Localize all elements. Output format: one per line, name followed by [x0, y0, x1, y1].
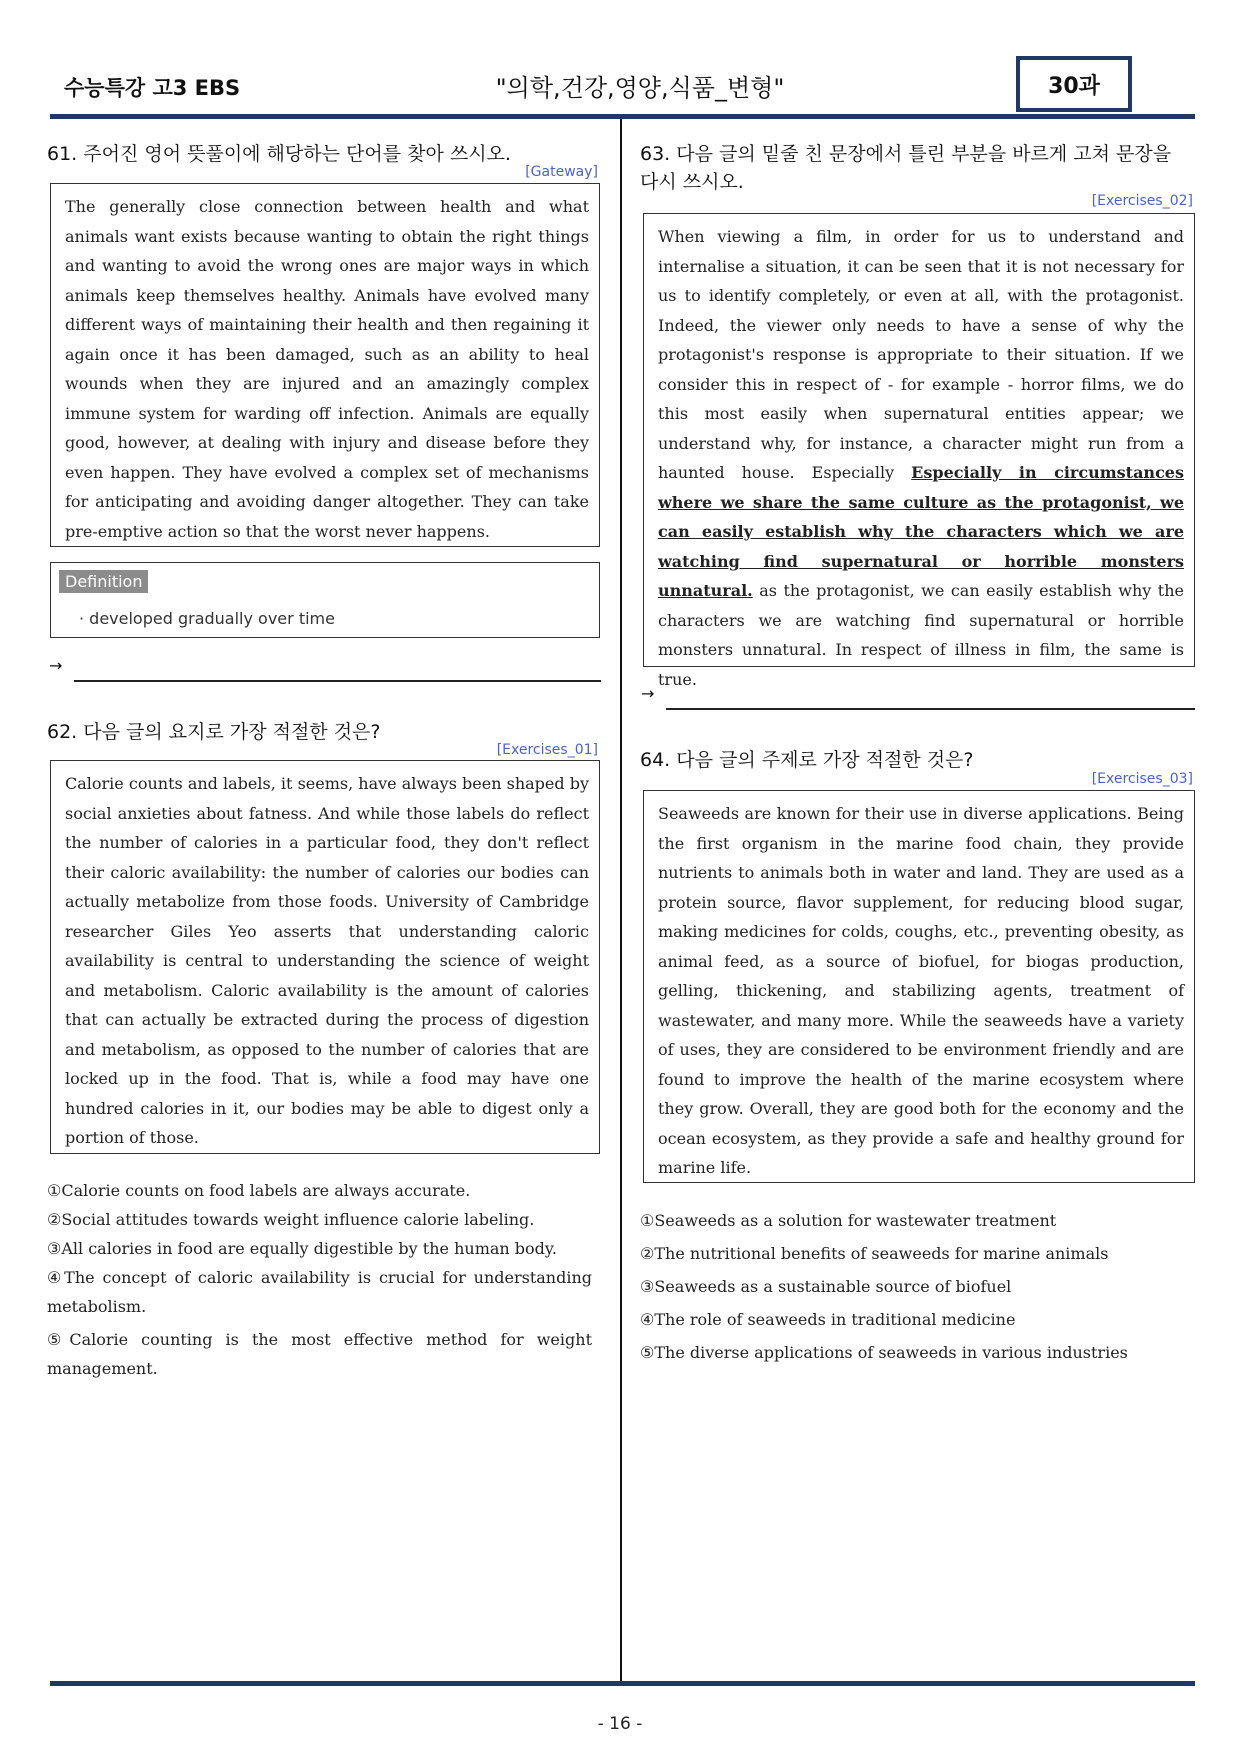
question-64-title: 64. 다음 글의 주제로 가장 적절한 것은?	[640, 749, 974, 771]
option-5[interactable]: ⑤Calorie counting is the most effective method for weight management.	[47, 1330, 592, 1378]
passage-text: The generally close connection between health and what animals want exists because wanting to obtain the right things and wanting to avoid the wrong ones are major ways in which animals keep themselves healthy. Animals have evolved many different ways of maintaining their health and then regaining it again once it has been damaged, such as an ability to heal wounds when they are injured and an amazingly complex immune system for warding off infection. Animals are equally good, however, at dealing with injury and disease before they even happen. They have evolved a complex set of mechanisms for anticipating and avoiding danger altogether. They can take pre-emptive action so that the worst never happens.	[65, 197, 589, 541]
passage-text: Calorie counts and labels, it seems, have always been shaped by social anxieties about fatness. And while those labels do reflect the number of calories in a particular food, they don't reflect their caloric availability: the number of calories our bodies can actually metabolize from those foods. University of Cambridge researcher Giles Yeo asserts that understanding caloric availability is central to understanding the science of weight and metabolism. Caloric availability is the amount of calories that can actually be extracted during the process of digestion and metabolism, as opposed to the number of calories that are locked up in the food. That is, while a food may have one hundred calories in it, our bodies may be able to digest only a portion of those.	[65, 774, 589, 1147]
option-2[interactable]: ②The nutritional benefits of seaweeds for marine animals	[640, 1244, 1109, 1263]
question-62-options	[47, 1176, 592, 1383]
page-number: - 16 -	[597, 1714, 643, 1734]
question-61-title: 61. 주어진 영어 뜻풀이에 해당하는 단어를 찾아 쓰시오.	[47, 143, 511, 165]
question-63-passage	[643, 213, 1195, 689]
underlined-sentence: Especially in circumstances where we share the same culture as the protagonist, we can easily establish why the characters which we are watching find supernatural or horrible monsters unnatural.	[658, 463, 1184, 600]
passage-text-after: as the protagonist, we can easily establish why the characters we are watching find supernatural or horrible monsters unnatural. In respect of illness in film, the same is true.	[658, 581, 1184, 689]
definition-box	[50, 562, 600, 638]
option-3[interactable]: ③Seaweeds as a sustainable source of biofuel	[640, 1277, 1012, 1296]
footer-divider	[50, 1681, 1195, 1686]
option-5[interactable]: ⑤The diverse applications of seaweeds in various industries	[640, 1343, 1128, 1362]
option-1[interactable]: ①Seaweeds as a solution for wastewater treatment	[640, 1211, 1057, 1230]
question-61-passage	[50, 183, 600, 547]
passage-text: When viewing a film, in order for us to understand and internalise a situation, it can be seen that it is not necessary for us to identify completely, or even at all, with the protagonist. Indeed, the viewer only needs to have a sense of why the protagonist's response is appropriate to their situation. If we consider this in respect of - for example - horror films, we do this most easily when supernatural entities appear; we understand why, for instance, a character might run from a haunted house. Especially	[658, 227, 1184, 482]
header-divider	[50, 114, 1195, 119]
question-62-tag: [Exercises_01]	[496, 742, 598, 758]
answer-line[interactable]	[74, 680, 601, 682]
question-64-options	[640, 1206, 1190, 1367]
definition-label: Definition	[59, 570, 148, 593]
option-3[interactable]: ③All calories in food are equally digestible by the human body.	[47, 1239, 557, 1258]
question-64-passage	[643, 790, 1195, 1183]
question-63-title: 63. 다음 글의 밑줄 친 문장에서 틀린 부분을 바르게 고쳐 문장을 다시 쓰시오.	[640, 143, 1172, 193]
option-4[interactable]: ④The concept of caloric availability is crucial for understanding metabolism.	[47, 1268, 592, 1316]
header-title: "의학,건강,영양,식품_변형"	[495, 74, 785, 102]
question-64-tag: [Exercises_03]	[1091, 771, 1193, 787]
header-course: 수능특강 고3 EBS	[64, 76, 241, 100]
answer-line[interactable]	[666, 708, 1195, 710]
definition-item: · developed gradually over time	[79, 609, 335, 628]
option-1[interactable]: ①Calorie counts on food labels are always accurate.	[47, 1181, 471, 1200]
answer-arrow: →	[641, 684, 655, 703]
question-62-title: 62. 다음 글의 요지로 가장 적절한 것은?	[47, 721, 381, 743]
option-4[interactable]: ④The role of seaweeds in traditional medicine	[640, 1310, 1016, 1329]
passage-text: Seaweeds are known for their use in diverse applications. Being the first organism in the marine food chain, they provide nutrients to animals both in water and land. They are used as a protein source, flavor supplement, for reducing blood sugar, making medicines for colds, coughs, etc., preventing obesity, as animal feed, as a source of biofuel, for biogas production, gelling, thickening, and stabilizing agents, treatment of wastewater, and many more. While the seaweeds have a variety of uses, they are considered to be environment friendly and are found to improve the health of the marine ecosystem where they grow. Overall, they are good both for the economy and the ocean ecosystem, as they provide a safe and healthy ground for marine life.	[658, 804, 1184, 1177]
answer-arrow: →	[49, 656, 63, 675]
option-2[interactable]: ②Social attitudes towards weight influence calorie labeling.	[47, 1210, 535, 1229]
question-63-tag: [Exercises_02]	[1091, 193, 1193, 209]
column-divider	[620, 119, 622, 1684]
question-61-tag: [Gateway]	[525, 164, 598, 180]
lesson-badge: 30과	[1016, 56, 1132, 112]
question-62-passage	[50, 760, 600, 1154]
